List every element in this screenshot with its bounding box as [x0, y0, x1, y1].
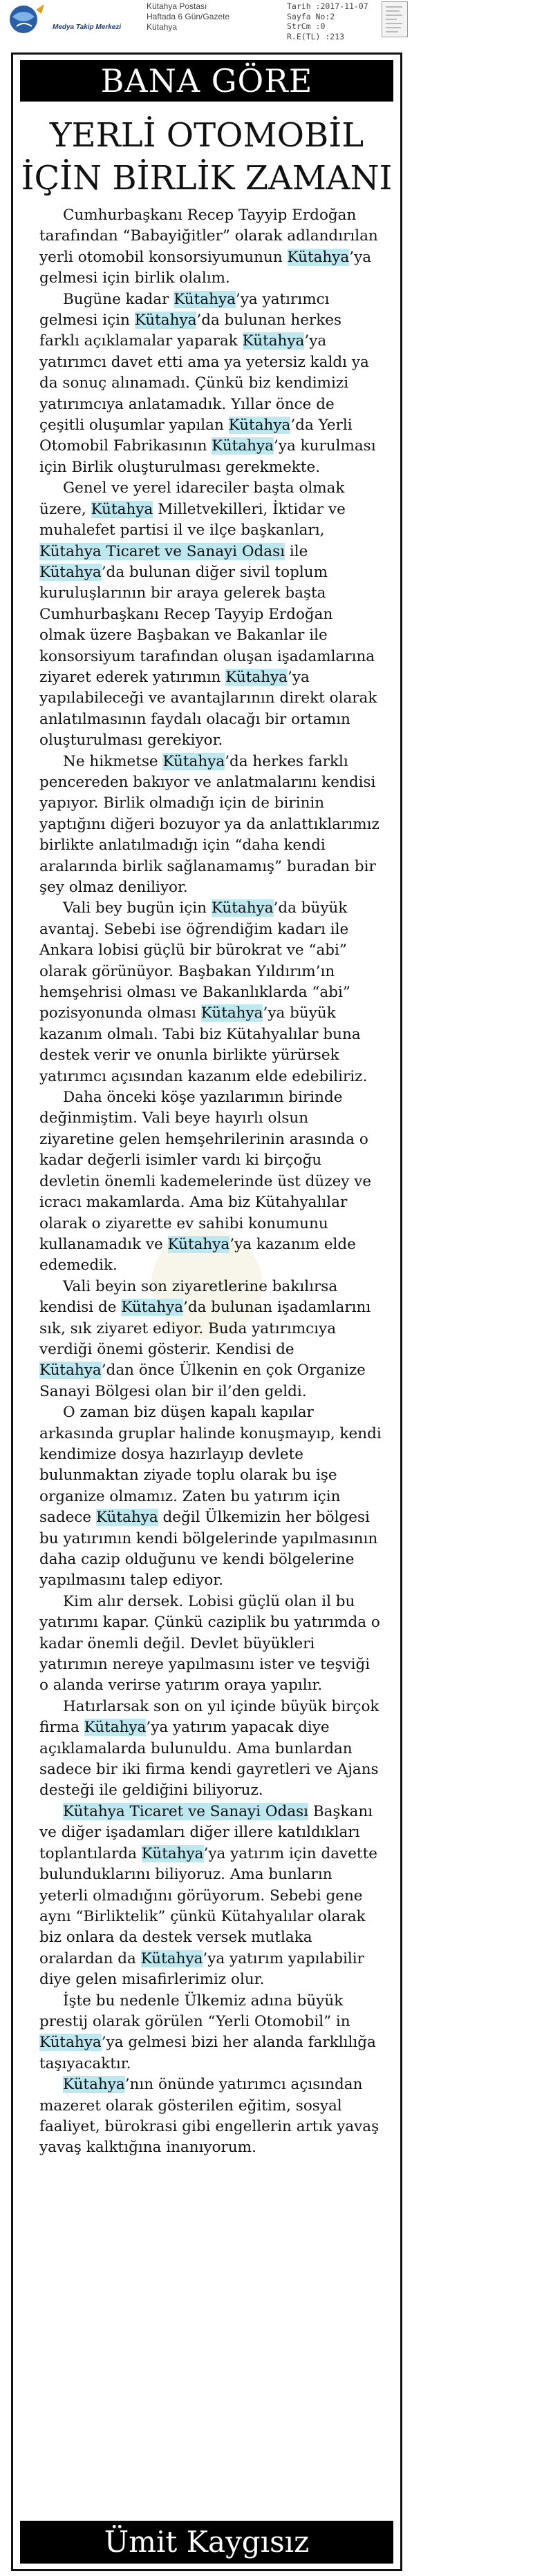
source-line: Haftada 6 Gün/Gazete — [147, 12, 230, 21]
meta-page-no: Sayfa No:2 — [287, 11, 335, 21]
paragraph-text: Başkanı ve diğer işadamları diğer illere katıldıkları toplantılarda — [39, 1802, 373, 1862]
highlighted-term: Kütahya — [134, 312, 197, 330]
article-paragraph — [39, 1697, 382, 1802]
paragraph-text: ’ya yapılabileceği ve avantajlarının direkt olarak anlatılmasının faydalı olacağı bir ortamın oluşturulması gerekiyor. — [39, 668, 377, 750]
paragraph-text: Bugüne kadar — [63, 290, 174, 308]
source-info — [147, 1, 229, 32]
paragraph-text: Hatırlarsak son on yıl içinde büyük birçok firma — [39, 1697, 379, 1737]
highlighted-term: Kütahya — [121, 1299, 184, 1317]
paragraph-text: ’ya yatırımcı gelmesi için — [39, 290, 330, 330]
paragraph-text: değil Ülkemizin her bölgesi bu yatırımın kendi bölgelerinde yapılmasının daha cazip olduğunu ve kendi bölgelerine yapılmasını talep ediyor. — [39, 1509, 378, 1590]
paragraph-text: Daha önceki köşe yazılarımın birinde değinmiştim. Vali beye hayırlı olsun ziyaretine gelen hemşehrilerinin arasında o kadar değerli isimler vardı ki birçoğu devletin önemli kademelerinde üst düzey ve icracı makamlarda. Ama biz Kütahyalılar olarak o ziyarette ev sahibi konumunu kullanamadık ve — [39, 1089, 372, 1253]
highlighted-term: Kütahya — [167, 1235, 230, 1253]
paragraph-text: ’da büyük avantaj. Sebebi ise öğrendiğim kadarı ile Ankara lobisi güçlü bir bürokrat ve “abi” olarak görünüyor. Başbakan Yıldırım’ın hemşehrisi olması ve Bakanlıklarda “abi” pozisyonunda olması — [39, 899, 350, 1022]
paragraph-text: Vali beyin son ziyaretlerine bakılırsa kendisi de — [39, 1277, 338, 1317]
article-body — [39, 205, 382, 2159]
paragraph-text: ’ya kurulması için Birlik oluşturulması gerekmekte. — [39, 437, 376, 476]
paragraph-text: ’da bulunan herkes farklı açıklamalar yaparak — [39, 312, 341, 350]
highlighted-term: Kütahya — [39, 1362, 102, 1380]
highlighted-term: Kütahya — [39, 563, 102, 581]
paragraph-text: ’ya kazanım elde edemedik. — [39, 1235, 356, 1275]
article-paragraph — [39, 289, 382, 479]
highlighted-term: Kütahya Ticaret ve Sanayi Odası — [63, 1802, 308, 1820]
headline — [20, 114, 393, 200]
meta-value: R.E(TL) :213 — [287, 31, 345, 41]
article-paragraph — [39, 752, 382, 899]
highlighted-term: Kütahya Ticaret ve Sanayi Odası — [39, 542, 285, 560]
article-paragraph — [39, 1802, 382, 1991]
headline-line: YERLİ OTOMOBİL — [49, 116, 364, 155]
paragraph-text: Cumhurbaşkanı Recep Tayyip Erdoğan tarafından “Babayiğitler” olarak adlandırılan yerli otomobil konsorsiyumunun — [39, 207, 378, 266]
article-paragraph — [39, 898, 382, 1087]
column-title: BANA GÖRE — [20, 60, 393, 102]
paragraph-text: ’ya büyük kazanım olmalı. Tabi biz Kütahyalılar buna destek verir ve onunla birlikte yürürsek yatırımcı açısından kazanım elde edebiliriz. — [39, 1004, 368, 1085]
highlighted-term: Kütahya — [174, 290, 236, 308]
meta-date: Tarih :2017-11-07 — [287, 1, 368, 11]
medya-takip-logo — [3, 3, 141, 41]
highlighted-term: Kütahya — [140, 1949, 203, 1967]
highlighted-term: Kütahya — [287, 248, 350, 266]
paragraph-text: ’dan önce Ülkenin en çok Organize Sanayi Bölgesi olan bir il’den geldi. — [39, 1362, 366, 1400]
source-line: Kütahya — [147, 22, 178, 32]
highlighted-term: Kütahya — [95, 1509, 158, 1527]
article-paragraph — [39, 2074, 382, 2159]
paragraph-text: ’ya yatırım yapılabilir diye gelen misafirlerimiz olur. — [39, 1949, 364, 1989]
paragraph-text: Milletvekilleri, İktidar ve muhalefet partisi il ve ilçe başkanları, — [39, 500, 346, 540]
article-paragraph — [39, 1277, 382, 1402]
highlighted-term: Kütahya — [39, 2034, 102, 2052]
author-name: Ümit Kaygısız — [20, 2521, 393, 2564]
article-paragraph — [39, 1991, 382, 2075]
highlighted-term: Kütahya — [84, 1719, 147, 1737]
paragraph-text: ile — [284, 542, 308, 560]
paragraph-text: ’ya yatırım yapacak diye açıklamalarda bulunuldu. Ama bunlardan sadece bir iki firma kendi gayretleri ve Ajans desteği ile geldiğini biliyoruz. — [39, 1719, 379, 1800]
paragraph-text: Kim alır dersek. Lobisi güçlü olan il bu yatırımı kapar. Çünkü caziplik bu yatırımda o kadar önemli değil. Devlet büyükleri yatırımın nereye yapılmasını ister ve teşviği o alanda verirse yatırım oraya yapılır. — [39, 1592, 380, 1695]
paragraph-text: Ne hikmetse — [63, 752, 163, 770]
paragraph-text: ’nın önünde yatırımcı açısından mazeret olarak gösterilen eğitim, sosyal faaliyet, bürokrasi gibi engellerin artık yavaş yavaş kalktığına inanıyorum. — [39, 2076, 379, 2157]
highlighted-term: Kütahya — [200, 1004, 263, 1022]
paragraph-text: ’ya gelmesi bizi her alanda farklılığa taşıyacaktır. — [39, 2034, 376, 2072]
clipping-header — [0, 0, 553, 48]
paragraph-text: ’da bulunan diğer sivil toplum kuruluşlarının bir araya gelerek başta Cumhurbaşkanı Recep Tayyip Erdoğan olmak üzere Başbakan ve Bakanlar ile konsorsiyum tarafından oluşan işadamlarına ziyaret ederek yatırımın — [39, 563, 375, 686]
article-paragraph — [39, 1592, 382, 1697]
highlighted-term: Kütahya — [228, 417, 291, 435]
paragraph-text: ’ya yatırım için davette bulunduklarını biliyoruz. Ama bunların yeterli olmadığını görüyorum. Sebebi gene aynı “Birliktelik” çünkü Kütahyalılar olarak biz onlara da destek versek mutlaka oralardan da — [39, 1844, 377, 1967]
paragraph-text: ’ya gelmesi için birlik olalım. — [39, 248, 372, 287]
page-thumbnail — [382, 1, 408, 37]
highlighted-term: Kütahya — [242, 332, 305, 350]
paragraph-text: ’da herkes farklı pencereden bakıyor ve anlatmalarını kendisi yapıyor. Birlik olmadığı için de birinin yaptığını diğeri bozuyor ya da anlattıklarımız birlikte anlatılmadığı için “daha kendi aralarında birlik sağlanamamış” buradan bir şey olmaz deniliyor. — [39, 752, 379, 896]
paragraph-text: Vali bey bugün için — [63, 899, 212, 917]
source-line: Kütahya Postası — [147, 1, 207, 11]
paragraph-text: ’da bulunan işadamlarını sık, sık ziyaret ediyor. Buda yatırımcıya verdiği önemi gösterir. Kendisi de — [39, 1299, 371, 1358]
article-paragraph — [39, 478, 382, 751]
article-frame — [11, 53, 402, 2571]
highlighted-term: Kütahya — [225, 668, 288, 686]
highlighted-term: Kütahya — [212, 437, 274, 455]
highlighted-term: Kütahya — [141, 1844, 204, 1862]
headline-line: İÇİN BİRLİK ZAMANI — [21, 159, 393, 198]
article-paragraph — [39, 1087, 382, 1277]
globe-logo-icon — [3, 3, 51, 39]
paragraph-text: Genel ve yerel idareciler başta olmak üzere, — [39, 479, 345, 518]
logo-text: Medya Takip Merkezi — [53, 23, 122, 31]
highlighted-term: Kütahya — [63, 2076, 125, 2094]
paragraph-text: ’da Yerli Otomobil Fabrikasının — [39, 417, 353, 455]
article-paragraph — [39, 205, 382, 289]
paragraph-text: İşte bu nedenle Ülkemiz adına büyük prestij olarak görülen “Yerli Otomobil” in — [39, 1992, 350, 2030]
highlighted-term: Kütahya — [162, 752, 225, 770]
paragraph-text: O zaman biz düşen kapalı kapılar arkasında gruplar halinde konuşmayıp, kendi kendimize dosya hazırlayıp devlete bulunmaktan ziyade toplu olarak bu işe organize olmamız. Zaten bu yatırım için sadece — [39, 1404, 382, 1527]
paragraph-text: ’ya yatırımcı davet etti ama ya yetersiz kaldı ya da sonuç alınamadı. Çünkü biz kendimizi yatırımcıya anlatamadık. Yıllar önce de çeşitli oluşumlar yapılan — [39, 332, 369, 435]
meta-strcm: StrCm :0 — [287, 21, 326, 31]
highlighted-term: Kütahya — [211, 899, 274, 917]
article-paragraph — [39, 1402, 382, 1592]
highlighted-term: Kütahya — [91, 500, 153, 518]
publication-meta — [287, 1, 368, 41]
